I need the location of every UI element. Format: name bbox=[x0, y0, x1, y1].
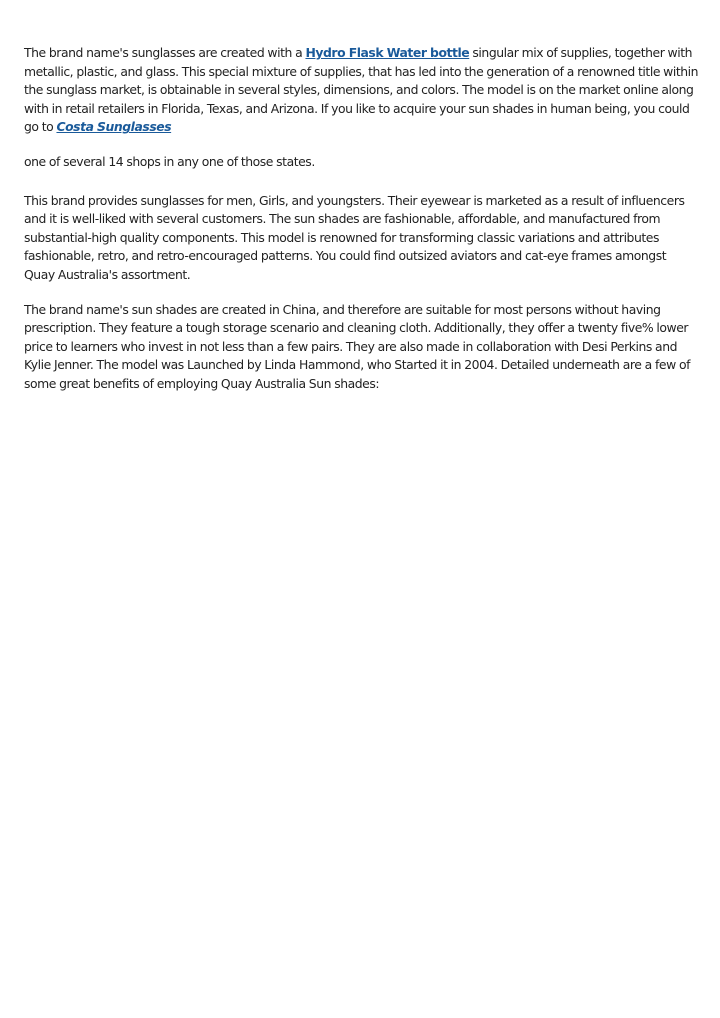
costa-sunglasses-link[interactable]: Costa Sunglasses bbox=[56, 119, 172, 135]
document-body bbox=[24, 44, 700, 410]
paragraph-manufacturing: The brand name's sun shades are created in China, and therefore are suitable for most persons without having prescription. They feature a tough storage scenario and cleaning cloth. Additionally, they offer a twenty five% lower price to learners who invest in not less than a few pairs. They are also made in collaboration with Desi Perkins and Kylie Jenner. The model was Launched by Linda Hammond, who Started it in 2004. Detailed underneath are a few of some great benefits of employing Quay Australia Sun shades: bbox=[24, 301, 690, 391]
paragraph-intro-text-1: The brand name's sunglasses are created with a bbox=[24, 45, 306, 60]
hydro-flask-link[interactable]: Hydro Flask Water bottle bbox=[305, 45, 470, 60]
paragraph-brand-offerings: This brand provides sunglasses for men, Girls, and youngsters. Their eyewear is marketed as a result of influencers and it is well-liked with several customers. The sun shades are fashionable, affordable, and manufactured from substantial-high quality components. This model is renowned for transforming classic variations and attributes fashionable, retro, and retro-encouraged patterns. You could find outsized aviators and cat-eye frames amongst Quay Australia's assortment. bbox=[24, 192, 685, 282]
paragraph-intro bbox=[24, 44, 700, 137]
paragraph-intro-text-2: singular mix of supplies, together with metallic, plastic, and glass. This special mixture of supplies, that has led into the generation of a renowned title within the sunglass market, is obtainable in several styles, dimensions, and colors. The model is on the market online along with in retail retailers in Florida, Texas, and Arizona. If you like to acquire your sun shades in human being, you could go to bbox=[24, 45, 699, 135]
paragraph-shops: one of several 14 shops in any one of those states. bbox=[24, 153, 315, 169]
